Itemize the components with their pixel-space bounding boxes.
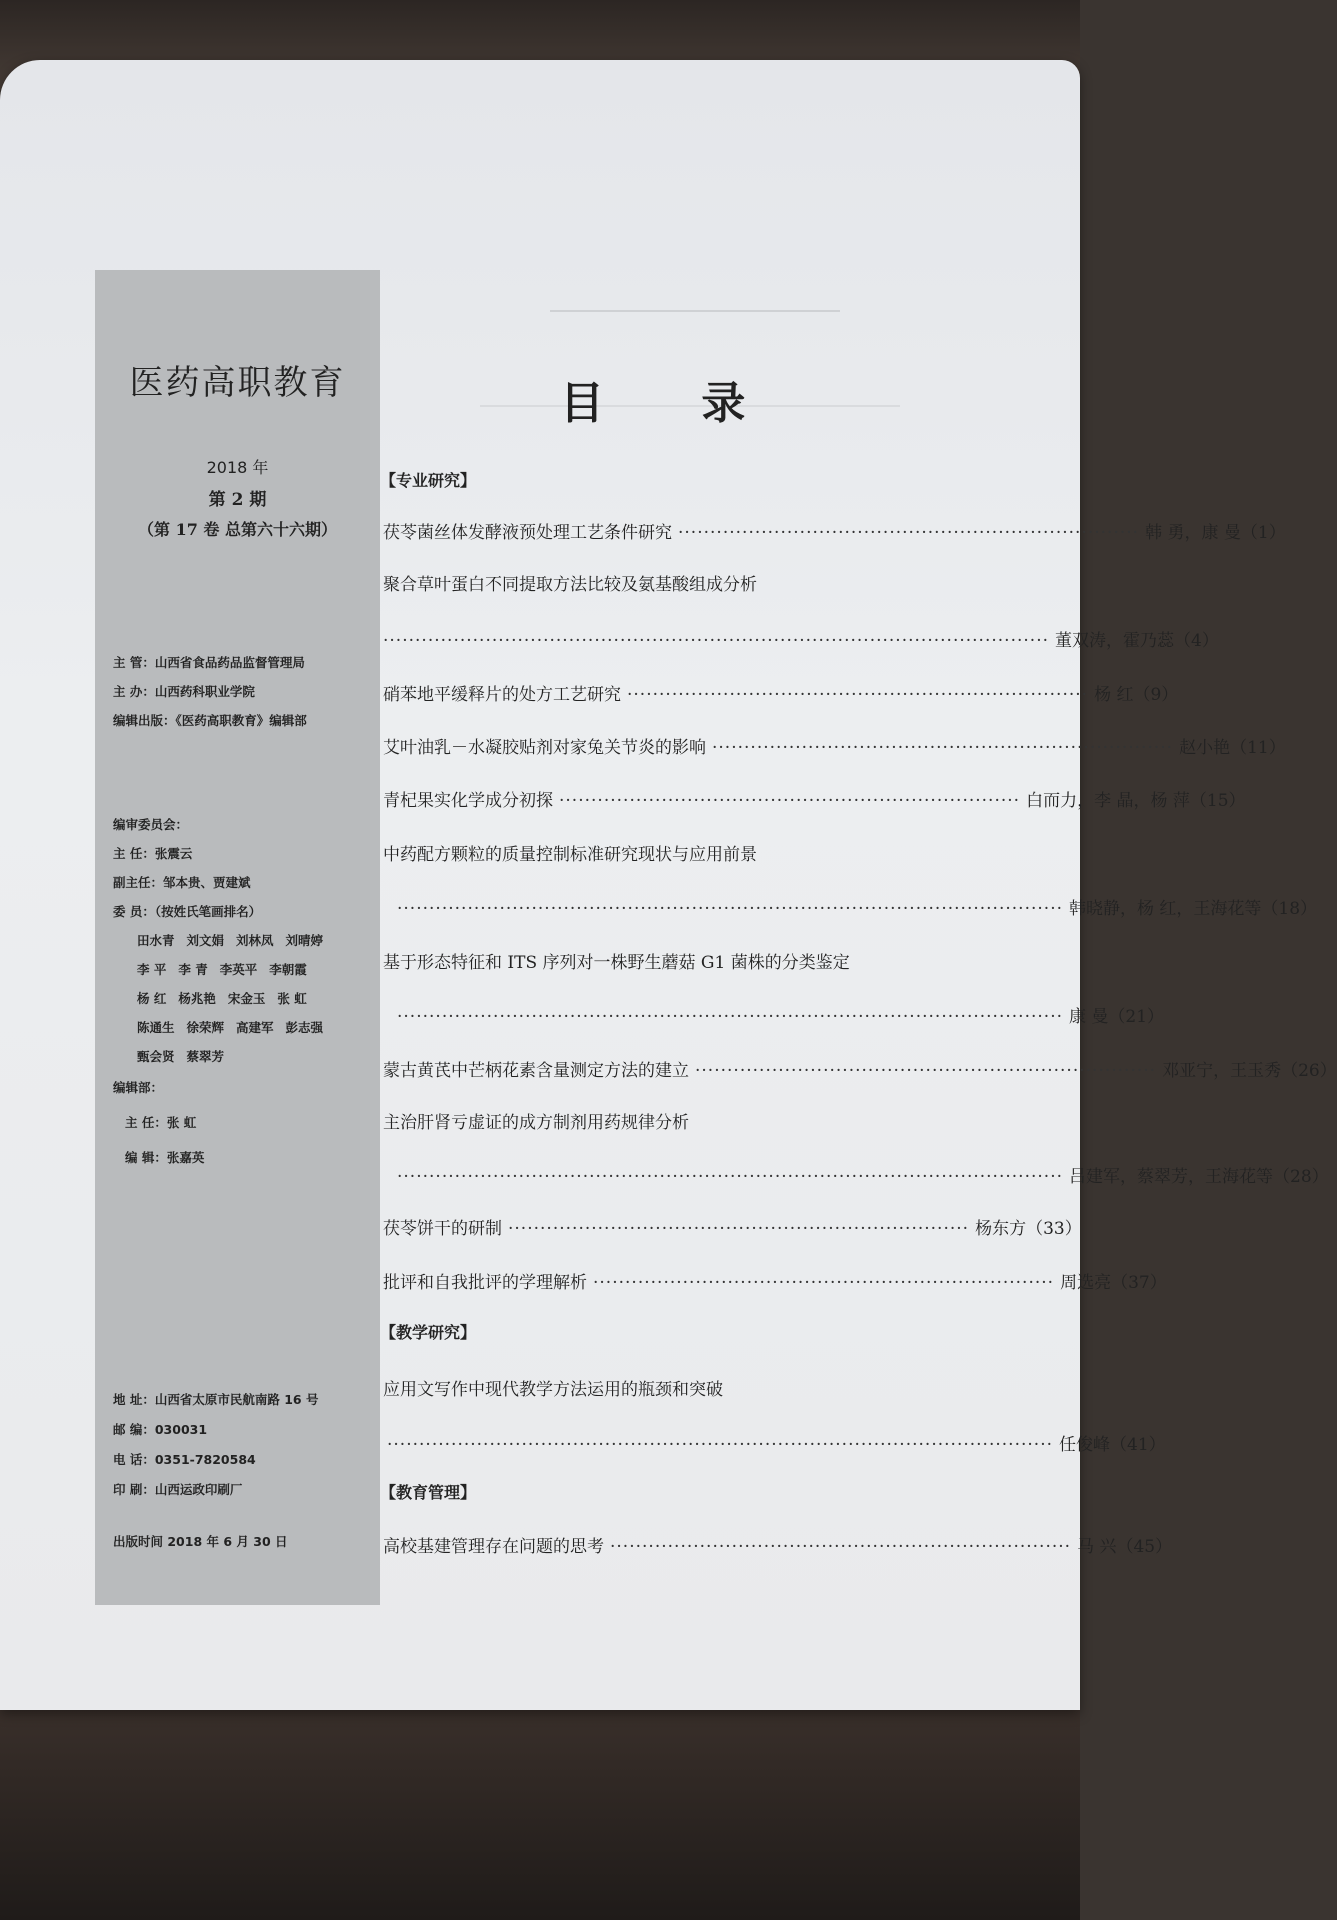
entry-authors: 白而力，李 晶，杨 萍（15） [1026, 791, 1246, 811]
leader-dots: ········································································································ [397, 1167, 1063, 1187]
journal-title: 医药高职教育 [129, 363, 346, 403]
toc-entry[interactable] [383, 894, 1318, 919]
committee-deputy: 副主任：邹本贵、贾建斌 [113, 875, 251, 890]
toc-entry[interactable] [383, 1532, 1173, 1557]
member-name: 刘林凤 [236, 933, 274, 948]
members-list [137, 931, 372, 1076]
phone: 电 话：0351-7820584 [113, 1452, 256, 1467]
members-label: 委 员：（按姓氏笔画排名） [113, 904, 262, 919]
entry-title[interactable]: 聚合草叶蛋白不同提取方法比较及氨基酸组成分析 [383, 575, 757, 595]
address: 地 址：山西省太原市民航南路 16 号 [113, 1392, 319, 1407]
editorial-director: 主 任：张 虹 [125, 1115, 197, 1130]
issue-volume: （第 17 卷 总第六十六期） [138, 520, 337, 539]
entry-title[interactable]: 应用文写作中现代教学方法运用的瓶颈和突破 [383, 1380, 723, 1400]
entry-authors: 董双涛，霍乃蕊（4） [1055, 631, 1219, 651]
entry-authors: 韩 勇，康 曼（1） [1145, 523, 1286, 543]
leader-dots: ········································································ [627, 685, 1089, 705]
toc-entry[interactable] [383, 786, 1246, 811]
leader-dots: ········································································ [508, 1219, 970, 1239]
entry-authors: 邓亚宁，王玉秀（26） [1162, 1061, 1337, 1081]
entry-authors: 康 曼（21） [1069, 1007, 1165, 1027]
leader-dots: ········································································································ [383, 631, 1049, 651]
members-row [137, 960, 372, 989]
leader-dots: ········································································ [678, 523, 1140, 543]
entry-authors: 杨 红（9） [1094, 685, 1179, 705]
toc-entry[interactable] [383, 1268, 1167, 1293]
leader-dots: ········································································ [695, 1061, 1157, 1081]
section-label: 【教学研究】 [380, 1323, 477, 1342]
toc-entry[interactable] [383, 733, 1286, 758]
table-of-contents [380, 270, 1337, 1570]
background-bottom [0, 1700, 1080, 1920]
member-name: 徐荣辉 [186, 1020, 225, 1035]
toc-entry[interactable] [383, 626, 1219, 651]
entry-title: 茯苓饼干的研制 [383, 1219, 502, 1239]
leader-dots: ········································································ [593, 1273, 1055, 1293]
entry-authors: 周选亮（37） [1060, 1273, 1167, 1293]
entry-title: 艾叶油乳－水凝胶贴剂对家兔关节炎的影响 [383, 738, 706, 758]
member-name: 刘文娟 [186, 933, 225, 948]
entry-title[interactable]: 主治肝肾亏虚证的成方制剂用药规律分析 [383, 1113, 689, 1133]
member-name: 高建军 [236, 1020, 274, 1035]
issue-year: 2018 年 [206, 458, 269, 477]
sponsor: 主 办：山西药科职业学院 [113, 684, 255, 699]
publication-date: 出版时间 2018 年 6 月 30 日 [113, 1534, 288, 1549]
bleed-through-line [550, 310, 840, 312]
member-name: 李 平 [137, 962, 167, 977]
toc-entry[interactable] [383, 1162, 1329, 1187]
toc-entry[interactable] [383, 1430, 1166, 1455]
toc-heading [560, 367, 745, 431]
toc-entry[interactable] [383, 1056, 1337, 1081]
members-row [137, 1018, 372, 1047]
members-row [137, 1047, 372, 1076]
member-name: 陈通生 [137, 1020, 175, 1035]
leader-dots: ········································································ [712, 738, 1174, 758]
entry-title: 批评和自我批评的学理解析 [383, 1273, 587, 1293]
entry-title[interactable]: 中药配方颗粒的质量控制标准研究现状与应用前景 [383, 845, 757, 865]
entry-title: 茯苓菌丝体发酵液预处理工艺条件研究 [383, 523, 672, 543]
committee-label: 编审委员会： [113, 817, 189, 832]
member-name: 李朝霞 [269, 962, 307, 977]
entry-authors: 马 兴（45） [1077, 1537, 1173, 1557]
member-name: 蔡翠芳 [186, 1049, 225, 1064]
member-name: 杨 红 [137, 991, 167, 1006]
member-name: 彭志强 [285, 1020, 324, 1035]
leader-dots: ········································································································ [387, 1435, 1053, 1455]
entry-authors: 任俊峰（41） [1059, 1435, 1166, 1455]
entry-authors: 赵小艳（11） [1179, 738, 1286, 758]
entry-authors: 韩晓静，杨 红，王海花等（18） [1069, 899, 1318, 919]
section-label: 【教育管理】 [380, 1483, 477, 1502]
section-label: 【专业研究】 [380, 471, 477, 490]
member-name: 刘晴婷 [285, 933, 324, 948]
toc-heading-char: 录 [701, 378, 746, 429]
member-name: 李英平 [219, 962, 258, 977]
toc-entry[interactable] [383, 1002, 1165, 1027]
toc-heading-char: 目 [560, 378, 604, 429]
postcode: 邮 编：030031 [113, 1422, 208, 1437]
members-row [137, 989, 372, 1018]
member-name: 张 虹 [277, 991, 307, 1006]
issue-number: 第 2 期 [208, 490, 267, 510]
editor: 编 辑：张嘉英 [125, 1150, 205, 1165]
entry-title: 硝苯地平缓释片的处方工艺研究 [383, 685, 621, 705]
entry-authors: 吕建军，蔡翠芳，王海花等（28） [1069, 1167, 1329, 1187]
member-name: 甄会贤 [137, 1049, 175, 1064]
toc-entry[interactable] [383, 680, 1179, 705]
leader-dots: ········································································ [559, 791, 1021, 811]
member-name: 李 青 [178, 962, 208, 977]
leader-dots: ········································································································ [397, 899, 1063, 919]
leader-dots: ········································································································ [397, 1007, 1063, 1027]
members-row [137, 931, 372, 960]
editorial-label: 编辑部： [113, 1080, 164, 1095]
entry-title: 青杞果实化学成分初探 [383, 791, 553, 811]
page-sheet [0, 60, 1337, 1710]
supervisor: 主 管：山西省食品药品监督管理局 [113, 655, 305, 670]
toc-entry[interactable] [383, 1214, 1082, 1239]
member-name: 田水青 [137, 933, 175, 948]
entry-authors: 杨东方（33） [975, 1219, 1082, 1239]
journal-info-panel [95, 270, 380, 1605]
publisher: 编辑出版：《医药高职教育》编辑部 [113, 713, 307, 728]
committee-director: 主 任：张震云 [113, 846, 193, 861]
entry-title: 蒙古黄芪中芒柄花素含量测定方法的建立 [383, 1061, 689, 1081]
toc-entry[interactable] [383, 518, 1286, 543]
leader-dots: ········································································ [610, 1537, 1072, 1557]
member-name: 杨兆艳 [178, 991, 216, 1006]
entry-title: 高校基建管理存在问题的思考 [383, 1537, 604, 1557]
printer: 印 刷：山西运政印刷厂 [113, 1482, 243, 1497]
member-name: 宋金玉 [227, 991, 266, 1006]
entry-title[interactable]: 基于形态特征和 ITS 序列对一株野生蘑菇 G1 菌株的分类鉴定 [383, 953, 850, 973]
